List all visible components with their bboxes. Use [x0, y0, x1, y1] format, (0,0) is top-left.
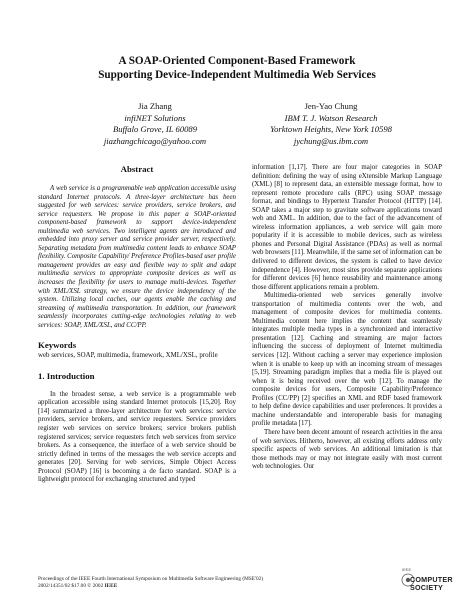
author-name: Jen-Yao Chung: [304, 101, 358, 111]
logo-small-text: IEEE: [402, 567, 412, 572]
title-line-1: A SOAP-Oriented Component-Based Framework: [118, 55, 356, 67]
author-block-1: [70, 101, 240, 147]
author-email[interactable]: jychung@us.ibm.com: [293, 135, 369, 146]
logo-line-1: COMPUTER: [410, 575, 453, 584]
paper-title: [0, 54, 474, 82]
intro-paragraph-3: Multimedia-oriented web services generally involve transportation of multimedia contents over the web, and management of composite devices for multimedia contents. Multimedia content here implies the content that seamlessly integrates multiple media types in a synchronized and interactive presentation [12]. Caching and streaming are major factors influencing the success of deployment of Internet multimedia services [12]. Without caching a server may experience implosion when it is unable to keep up with an incoming stream of messages [5,19]. Streaming paradigm implies that a media file is played out when it is being received over the web [12]. To manage the composite devices for users, Composite Capability/Preference Profiles (CC/PP) [2] specifies an XML and RDF based framework to help define device capabilities and user preferences. It provides a machine understandable and interoperable basis for managing profile metadata [17].: [252, 292, 442, 428]
abstract-heading: Abstract: [120, 164, 154, 174]
logo-line-2: SOCIETY: [410, 582, 443, 592]
author-email[interactable]: jiazhangchicago@yahoo.com: [103, 135, 207, 146]
author-block-2: [246, 101, 416, 147]
abstract-text: A web service is a programmable web application accessible using standard Internet protocols. A three-layer architecture has been suggested for web services: service providers, service brokers, and service requesters. We propose in this paper a SOAP-oriented component-based framework to support device-independent multimedia web services. Two intelligent agents are introduced and embedded into proxy server and service provider server, respectively. Separating metadata from multimedia content leads to enhance SOAP flexibility. Composite Capability/ Preference Profiles-based user profile management provides an easy and flexible way to split and adapt multimedia services to appropriate composite devices as well as increases the flexibility for users to manage multi-devices. Together with XML/XSL strategy, we ensure the device independency of the system. Utilizing local caches, our agents enable the caching and streaming of multimedia transportation. In addition, our framework seamlessly incorporates cutting-edge technologies relating to web services: SOAP, XML/XSL, and CC/PP.: [38, 185, 236, 329]
left-column: [38, 164, 236, 485]
intro-paragraph-2: information [1,17]. There are four major categories in SOAP definition: defining the way of using eXtensible Markup Language (XML) [8] to represent data, an extensible message format, how to represent remote procedure calls (RPC) using SOAP message format, and bindings to Hypertext Transfer Protocol (HTTP) [14]. SOAP takes a major step to gravitate software applications toward web and XML. In addition, due to the fact of the advancement of wireless information appliances, a web service will gain more popularity if it is accessible to mobile devices, such as wireless phones and Personal Digital Assistance (PDAs) as well as normal web browsers [11]. Meanwhile, if the same set of information can be delivered to different devices, the system is called to have device independence [4]. However, most sites provide separate applications for different devices [6] hence reusability and maintenance among those different applications remain a problem.: [252, 164, 442, 291]
section-heading-introduction: 1. Introduction: [38, 370, 95, 381]
footer-copyright-text: 2002/14351/02 $17.00 © 2002: [38, 583, 105, 589]
footer-copyright: [38, 583, 263, 590]
computer-society-logo: [400, 566, 460, 606]
intro-paragraph-4: There have been decent amount of research activities in the area of web services. Hitherto, however, all existing efforts address only specific aspects of web services. An additional limitation is that those methods may or may not integrate easily with most current web technologies. Our: [252, 428, 442, 471]
author-location: Buffalo Grove, IL 60089: [112, 124, 198, 134]
author-affiliation: infiNET Solutions: [124, 112, 186, 123]
keywords-text: web services, SOAP, multimedia, framework, XML/XSL, profile: [38, 352, 218, 360]
author-location: Yorktown Heights, New York 10598: [270, 124, 392, 134]
footer-proceedings: Proceedings of the IEEE Fourth International Symposium on Multimedia Software Engineering (MSE'02): [38, 576, 264, 582]
title-line-2: Supporting Device-Independent Multimedia Web Services: [98, 69, 376, 81]
page-footer: [38, 576, 263, 590]
keywords-heading: Keywords: [38, 340, 77, 351]
footer-ieee: IEEE: [104, 583, 118, 589]
author-name: Jia Zhang: [138, 101, 172, 111]
logo-wordmark: [410, 576, 453, 591]
author-affiliation: IBM T. J. Watson Research: [284, 112, 378, 123]
right-column: [252, 164, 442, 472]
intro-paragraph-1: In the broadest sense, a web service is a programmable web application accessible using standard Internet protocols [15,20]. Roy [14] summarized a three-layer architecture for web services: service providers, service brokers, and service requesters. Service providers register web services on service brokers; service brokers publish registered services; service requesters fetch web services from service brokers. As a consequence, the interface of a web service should be strictly defined in terms of the messages the web service accepts and generates [20]. Serving for web services, Simple Object Access Protocol (SOAP) [16] is becoming a de facto standard. SOAP is a lightweight protocol for exchanging structured and typed: [38, 390, 236, 484]
